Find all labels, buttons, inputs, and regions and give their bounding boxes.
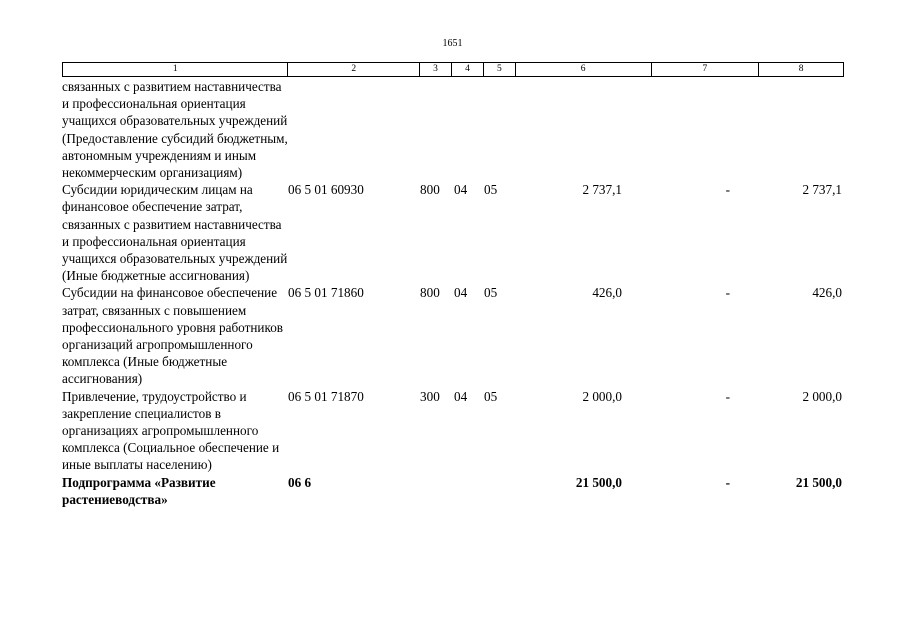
header-col-4: 4 bbox=[452, 63, 484, 76]
row-col-3: 300 bbox=[420, 388, 440, 404]
row-col-6: 426,0 bbox=[592, 285, 622, 301]
table-row bbox=[62, 78, 852, 181]
header-col-5: 5 bbox=[484, 63, 516, 76]
row-col-7: - bbox=[725, 474, 730, 490]
row-code: 06 5 01 60930 bbox=[288, 182, 364, 198]
row-name: связанных с развитием наставничества и профессиональная ориентация учащихся образовательных учреждений (Предоставление субсидий бюджетным, автономным учреждениям и иным некоммерческим организациям) bbox=[62, 79, 288, 181]
row-code: 06 5 01 71870 bbox=[288, 388, 364, 404]
row-col-7: - bbox=[725, 182, 730, 198]
row-name: Привлечение, трудоустройство и закрепление специалистов в организациях агропромышленного комплекса (Социальное обеспечение и иные выплаты населению) bbox=[62, 388, 280, 473]
row-code: 06 5 01 71860 bbox=[288, 285, 364, 301]
row-col-5: 05 bbox=[484, 388, 498, 404]
table-row bbox=[62, 284, 852, 387]
header-col-8: 8 bbox=[798, 64, 804, 74]
row-name: Подпрограмма «Развитие растениеводства» bbox=[62, 474, 216, 507]
row-col-6: 21 500,0 bbox=[575, 474, 622, 490]
header-col-7: 7 bbox=[652, 63, 760, 76]
row-name: Субсидии на финансовое обеспечение затрат, связанных с повышением профессионального уровня работников организаций агропромышленного комплекса (Иные бюджетные ассигнования) bbox=[62, 285, 284, 387]
table-body bbox=[62, 78, 852, 508]
row-col-3: 800 bbox=[420, 285, 440, 301]
row-col-8: 21 500,0 bbox=[795, 474, 842, 490]
header-col-3: 3 bbox=[420, 63, 452, 76]
row-col-4: 04 bbox=[454, 182, 468, 198]
header-col-6: 6 bbox=[516, 63, 652, 76]
row-col-3: 800 bbox=[420, 182, 440, 198]
row-col-4: 04 bbox=[454, 285, 468, 301]
table-row bbox=[62, 181, 852, 284]
header-col-2: 2 bbox=[288, 63, 420, 76]
table-row bbox=[62, 388, 852, 474]
row-col-6: 2 000,0 bbox=[582, 388, 622, 404]
row-col-8: 426,0 bbox=[812, 285, 842, 301]
table-row-subprogram bbox=[62, 474, 852, 508]
row-name: Субсидии юридическим лицам на финансовое обеспечение затрат, связанных с развитием наставничества и профессиональная ориентация учащихся образовательных учреждений (Иные бюджетные ассигнования) bbox=[62, 182, 288, 284]
header-col-1: 1 bbox=[63, 63, 288, 76]
row-code: 06 6 bbox=[288, 474, 312, 490]
row-col-6: 2 737,1 bbox=[582, 182, 622, 198]
row-col-7: - bbox=[725, 285, 730, 301]
row-col-4: 04 bbox=[454, 388, 468, 404]
page-number: 1651 bbox=[442, 38, 463, 49]
table-header bbox=[62, 62, 844, 77]
row-col-8: 2 000,0 bbox=[802, 388, 842, 404]
row-col-5: 05 bbox=[484, 285, 498, 301]
row-col-7: - bbox=[725, 388, 730, 404]
row-col-8: 2 737,1 bbox=[802, 182, 842, 198]
row-col-5: 05 bbox=[484, 182, 498, 198]
